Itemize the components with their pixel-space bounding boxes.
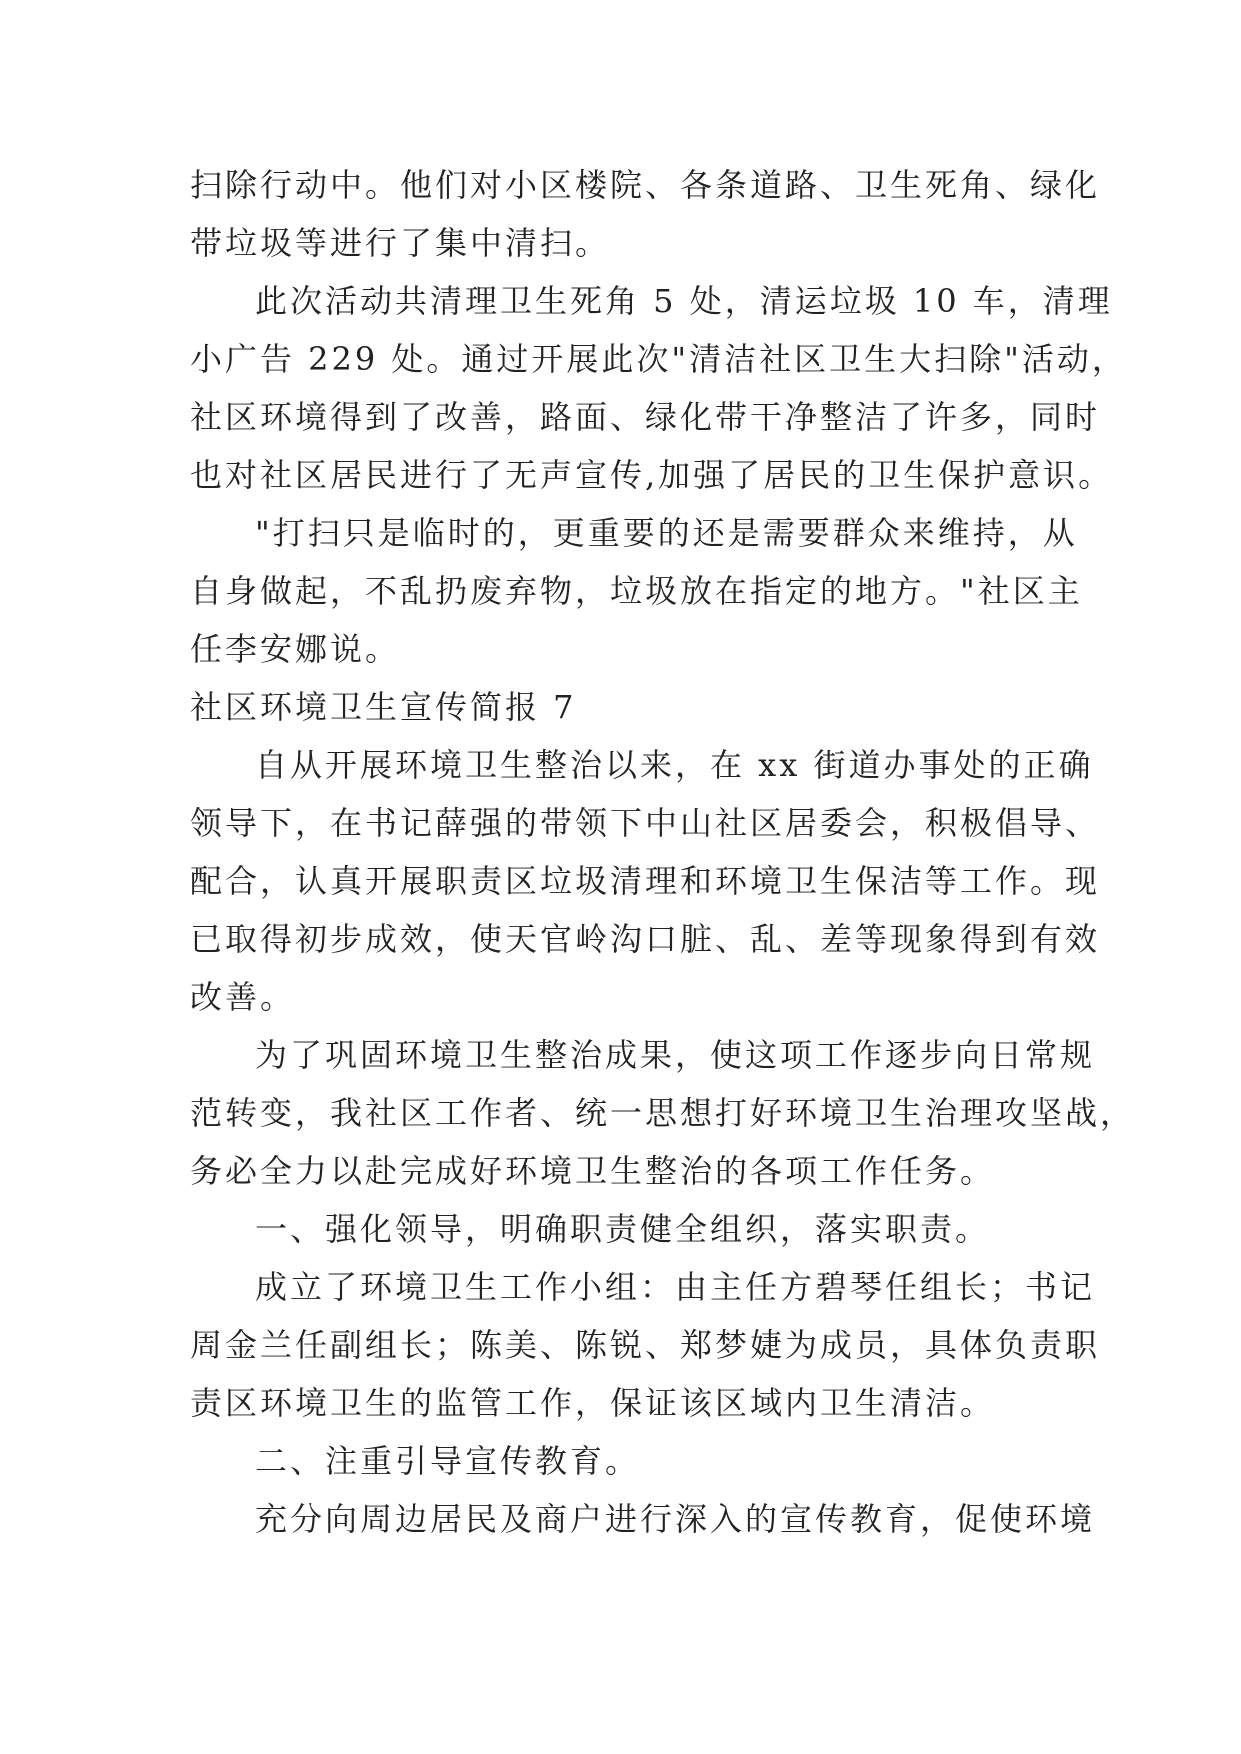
text-line: 领导下，在书记薛强的带领下中山社区居委会，积极倡导、 — [190, 804, 1101, 842]
text-line: 成立了环境卫生工作小组：由主任方碧琴任组长；书记 — [255, 1268, 1096, 1306]
text-line: 周金兰任副组长；陈美、陈锐、郑梦婕为成员，具体负责职 — [190, 1326, 1101, 1364]
text-line: 也对社区居民进行了无声宣传,加强了居民的卫生保护意识。 — [190, 456, 1114, 494]
text-line: 扫除行动中。他们对小区楼院、各条道路、卫生死角、绿化 — [190, 166, 1101, 204]
text-line: 责区环境卫生的监管工作，保证该区域内卫生清洁。 — [190, 1384, 996, 1422]
text-line: 小广告 229 处。通过开展此次"清洁社区卫生大扫除"活动， — [190, 340, 1127, 378]
text-line: 此次活动共清理卫生死角 5 处，清运垃圾 10 车，清理 — [255, 282, 1113, 320]
section-heading: 社区环境卫生宣传简报 7 — [190, 688, 577, 726]
text-line: 务必全力以赴完成好环境卫生整治的各项工作任务。 — [190, 1152, 996, 1190]
text-line: 改善。 — [190, 978, 296, 1016]
text-line: "打扫只是临时的，更重要的还是需要群众来维持，从 — [255, 514, 1078, 552]
text-line: 任李安娜说。 — [190, 630, 401, 668]
text-line: 二、注重引导宣传教育。 — [255, 1442, 641, 1480]
text-line: 范转变，我社区工作者、统一思想打好环境卫生治理攻坚战， — [190, 1094, 1136, 1132]
text-line: 为了巩固环境卫生整治成果，使这项工作逐步向日常规 — [255, 1036, 1096, 1074]
text-line: 一、强化领导，明确职责健全组织，落实职责。 — [255, 1210, 991, 1248]
text-line: 已取得初步成效，使天官岭沟口脏、乱、差等现象得到有效 — [190, 920, 1101, 958]
text-line: 充分向周边居民及商户进行深入的宣传教育，促使环境 — [255, 1500, 1096, 1538]
text-line: 带垃圾等进行了集中清扫。 — [190, 224, 611, 262]
text-line: 社区环境得到了改善，路面、绿化带干净整洁了许多，同时 — [190, 398, 1101, 436]
text-line: 自从开展环境卫生整治以来，在 xx 街道办事处的正确 — [255, 746, 1094, 784]
text-line: 自身做起，不乱扔废弃物，垃圾放在指定的地方。"社区主 — [190, 572, 1083, 610]
text-line: 配合，认真开展职责区垃圾清理和环境卫生保洁等工作。现 — [190, 862, 1101, 900]
